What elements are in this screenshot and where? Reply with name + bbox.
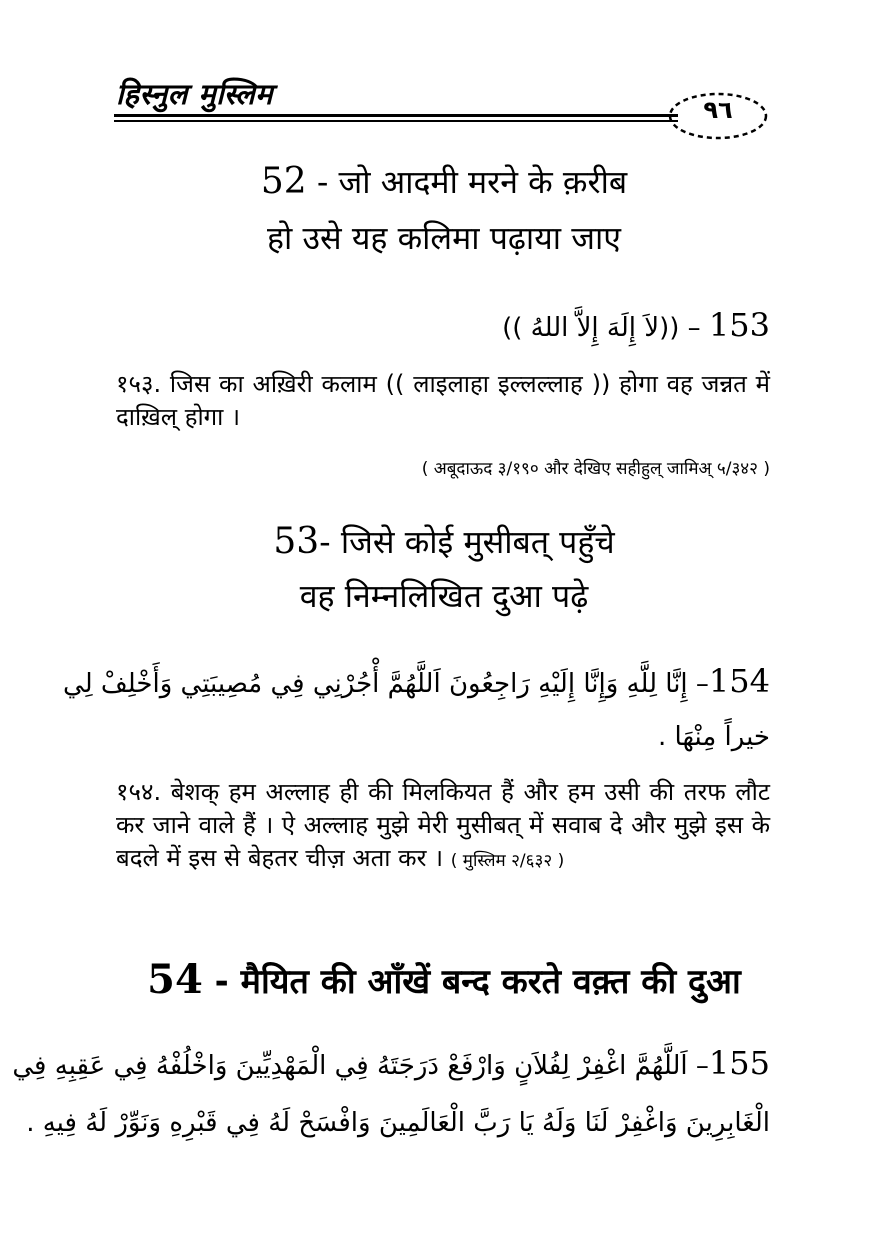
section-54-title: - मैयित की आँखें बन्द करते वक़्त की दुआ <box>202 962 741 1002</box>
header-rule-thin <box>114 120 678 122</box>
dua-154-text-line1: – إِنَّا لِلَّهِ وَإِنَّا إِلَيْهِ رَاجِعُونَ اَللَّهُمَّ أْجُرْنِي فِي مُصِيبَتِي وَأَخْلِفْ لِي <box>63 669 709 699</box>
translation-154 <box>116 776 770 878</box>
section-53-heading-line1 <box>60 521 828 562</box>
translation-153: १५३. जिस का अख़िरी कलाम (( लाइलाहा इल्लल्लाह )) होगा वह जन्नत में दाख़िल् होगा । <box>116 370 770 431</box>
section-52-heading-line1 <box>60 161 828 202</box>
dua-155-line2: الْغَابِرِينَ وَاغْفِرْ لَنَا وَلَهُ يَا رَبَّ الْعَالَمِينَ وَافْسَحْ لَهُ فِي قَبْرِهِ وَنَوِّرْ لَهُ فِيهِ . <box>26 1108 770 1138</box>
section-54-heading <box>60 956 828 1003</box>
section-53-number: 53 <box>273 521 320 562</box>
section-53-title: - जिसे कोई मुसीबत् पहुँचे <box>319 523 615 561</box>
section-52-heading-line2: हो उसे यह कलिमा पढ़ाया जाए <box>267 219 621 257</box>
page-number: ٩٦ <box>703 96 733 124</box>
dua-153-text: – ((لاَ إِلَهَ إِلاَّ اللهُ )) <box>502 313 701 343</box>
dua-155-number: 155 <box>708 1044 770 1082</box>
section-52-title: - जो आदमी मरने के क़रीब <box>306 163 628 201</box>
reference-154: ( मुस्लिम २/६३२ ) <box>450 851 565 871</box>
reference-153: ( अबूदाऊद ३/१९० और देखिए सहीहुल् जामिअ् ५/३४२ ) <box>421 459 770 479</box>
book-title: हिस्नुल मुस्लिम <box>116 77 273 111</box>
translation-154-text: १५४. बेशक् हम अल्लाह ही की मिलकियत हैं और हम उसी की तरफ लौट कर जाने वाले हैं । ऐ अल्लाह मुझे मेरी मुसीबत् में सवाब दे और मुझे इस के बदले में इस से बेहतर चीज़ अता कर । <box>116 778 770 872</box>
dua-154-number: 154 <box>708 662 770 700</box>
dua-154-line1 <box>63 658 770 707</box>
dua-153 <box>110 302 770 351</box>
dua-154-line2: خيراً مِنْهَا . <box>658 722 770 752</box>
page-number-badge <box>666 88 770 144</box>
dua-153-number: 153 <box>708 306 770 344</box>
section-52-number: 52 <box>260 161 307 202</box>
dua-155-text-line1: – اَللَّهُمَّ اغْفِرْ لِفُلاَنٍ وَارْفَعْ دَرَجَتَهُ فِي الْمَهْدِيِّينَ وَاخْلُفْهُ فِي عَقِبِهِ فِي <box>12 1051 709 1081</box>
dua-155-line1 <box>12 1040 770 1089</box>
section-54-number: 54 <box>147 956 203 1003</box>
section-53-heading-line2: वह निम्नलिखित दुआ पढ़े <box>299 577 589 615</box>
header-rule <box>114 114 678 117</box>
